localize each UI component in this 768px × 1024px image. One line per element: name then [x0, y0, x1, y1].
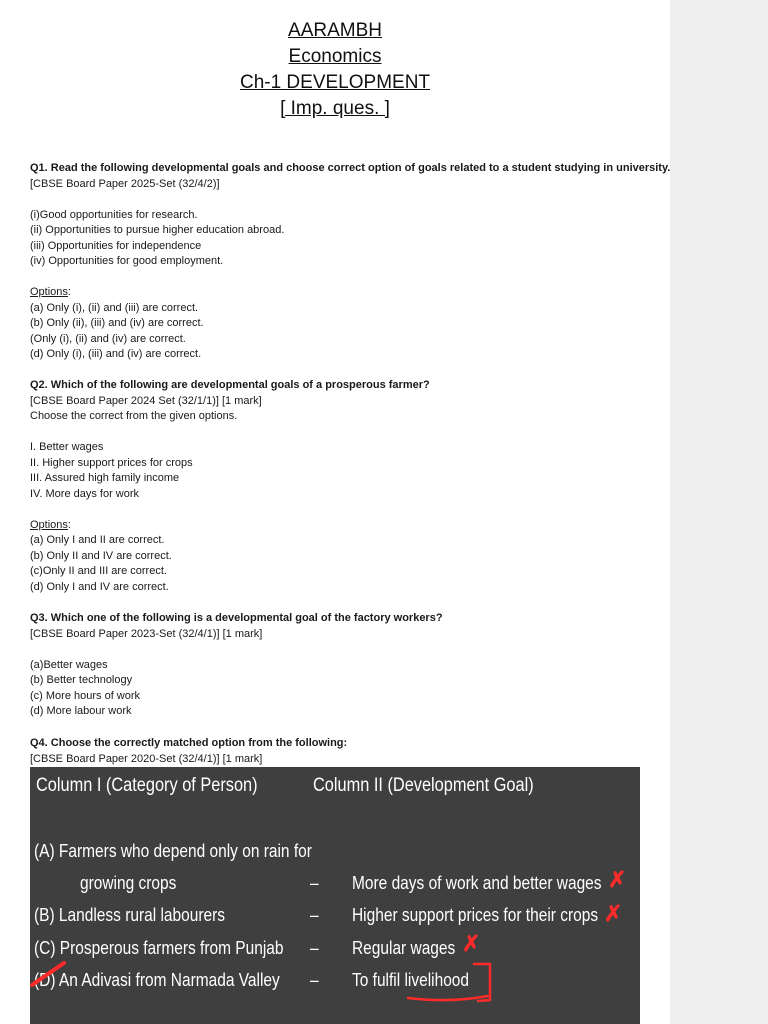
- red-cross-icon: ✗: [462, 931, 481, 956]
- col1-header: Column I (Category of Person): [36, 775, 258, 796]
- row-b-dash: –: [310, 905, 319, 925]
- title-block: [0, 18, 670, 122]
- q2-option: (d) Only I and IV are correct.: [30, 580, 169, 593]
- q2-item: III. Assured high family income: [30, 472, 180, 484]
- q4-title: Q4. Choose the correctly matched option from the following:: [30, 737, 348, 749]
- row-a-left: (A) Farmers who depend only on rain for: [34, 841, 312, 861]
- row-c-right: Regular wages: [352, 938, 456, 958]
- title-chapter: Ch-1 DEVELOPMENT: [239, 72, 431, 93]
- row-b-left: (B) Landless rural labourers: [34, 905, 226, 925]
- q1-option: (a) Only (i), (ii) and (iii) are correct.: [30, 301, 199, 314]
- q2-item: II. Higher support prices for crops: [30, 456, 193, 469]
- title-subject: Economics: [288, 46, 382, 67]
- q1-source: [CBSE Board Paper 2025-Set (32/4/2)]: [30, 177, 220, 190]
- q1-item: (iv) Opportunities for good employment.: [30, 255, 224, 267]
- q3-source: [CBSE Board Paper 2023-Set (32/4/1)] [1 mark]: [30, 627, 263, 640]
- row-d-right: To fulfil livelihood: [352, 970, 470, 990]
- title-aarambh: AARAMBH: [288, 20, 382, 41]
- q2-option: (c)Only II and III are correct.: [30, 565, 167, 577]
- q3-option: (d) More labour work: [30, 705, 132, 717]
- q1-option: (d) Only (i), (iii) and (iv) are correct.: [30, 348, 202, 360]
- q2-instruction: Choose the correct from the given options.: [30, 410, 238, 422]
- q2-item: I. Better wages: [30, 441, 104, 453]
- question-4: [30, 736, 650, 767]
- red-cross-icon: ✗: [608, 867, 627, 892]
- q4-match-table-image: [30, 767, 640, 1024]
- q1-item: (i)Good opportunities for research.: [30, 208, 198, 221]
- q3-option: (c) More hours of work: [30, 689, 141, 702]
- q4-source: [CBSE Board Paper 2020-Set (32/4/1)] [1 mark]: [30, 752, 263, 765]
- row-a-left-cont: growing crops: [80, 873, 177, 893]
- q1-option: (b) Only (ii), (iii) and (iv) are correct.: [30, 317, 204, 329]
- q1-option: (Only (i), (ii) and (iv) are correct.: [30, 332, 186, 345]
- question-2: Q2. Which of the following are developmental goals of a prosperous farmer? [CBSE Board Paper 2024 Set (32/1/1)] [1 mark] Choose the correct from the given options. I. Better wages II. Higher support prices for crops III. Assured high family income IV. More days for work Options: (a) Only I and II are correct. (b) Only II and IV are correct. (c)Only II and III are correct. (d) Only I and IV are correct.: [30, 378, 650, 595]
- row-c-left: (C) Prosperous farmers from Punjab: [34, 938, 284, 958]
- q1-item: (iii) Opportunities for independence: [30, 239, 202, 252]
- q3-option: (a)Better wages: [30, 658, 108, 671]
- q1-title: Q1. Read the following developmental goals and choose correct option of goals related to a student studying in university.: [30, 162, 670, 174]
- q2-title: Q2. Which of the following are developmental goals of a prosperous farmer?: [30, 379, 430, 391]
- title-imp-ques: [ Imp. ques. ]: [280, 98, 390, 119]
- red-annotation-marks: [30, 767, 640, 1024]
- question-1: Q1. Read the following developmental goals and choose correct option of goals related to a student studying in university. [CBSE Board Paper 2025-Set (32/4/2)] (i)Good opportunities for research. (ii) Opportunities to pursue higher education abroad. (iii) Opportunities for independence (iv) Opportunities for good employment. Options: (a) Only (i), (ii) and (iii) are correct. (b) Only (ii), (iii) and (iv) are correct. (Only (i), (ii) and (iv) are correct. (d) Only (i), (iii) and (iv) are correct.: [30, 161, 650, 363]
- q1-item: (ii) Opportunities to pursue higher education abroad.: [30, 224, 285, 236]
- col2-header: Column II (Development Goal): [313, 775, 534, 796]
- question-3: [30, 611, 650, 720]
- row-b-right: Higher support prices for their crops: [352, 905, 599, 925]
- q2-item: IV. More days for work: [30, 487, 140, 500]
- q3-option: (b) Better technology: [30, 674, 133, 686]
- row-a-dash: –: [310, 873, 319, 893]
- q2-option: (b) Only II and IV are correct.: [30, 549, 172, 562]
- row-c-dash: –: [310, 938, 319, 958]
- q1-options-label: Options: [30, 286, 68, 298]
- q3-title: Q3. Which one of the following is a developmental goal of the factory workers?: [30, 612, 443, 624]
- row-d-dash: –: [310, 970, 319, 990]
- q2-options-label: Options: [30, 518, 68, 531]
- red-cross-icon: ✗: [604, 901, 623, 926]
- row-a-right: More days of work and better wages: [352, 873, 602, 893]
- q2-source: [CBSE Board Paper 2024 Set (32/1/1)] [1 mark]: [30, 394, 262, 407]
- row-d-left: (D) An Adivasi from Narmada Valley: [34, 970, 280, 990]
- q2-option: (a) Only I and II are correct.: [30, 534, 165, 546]
